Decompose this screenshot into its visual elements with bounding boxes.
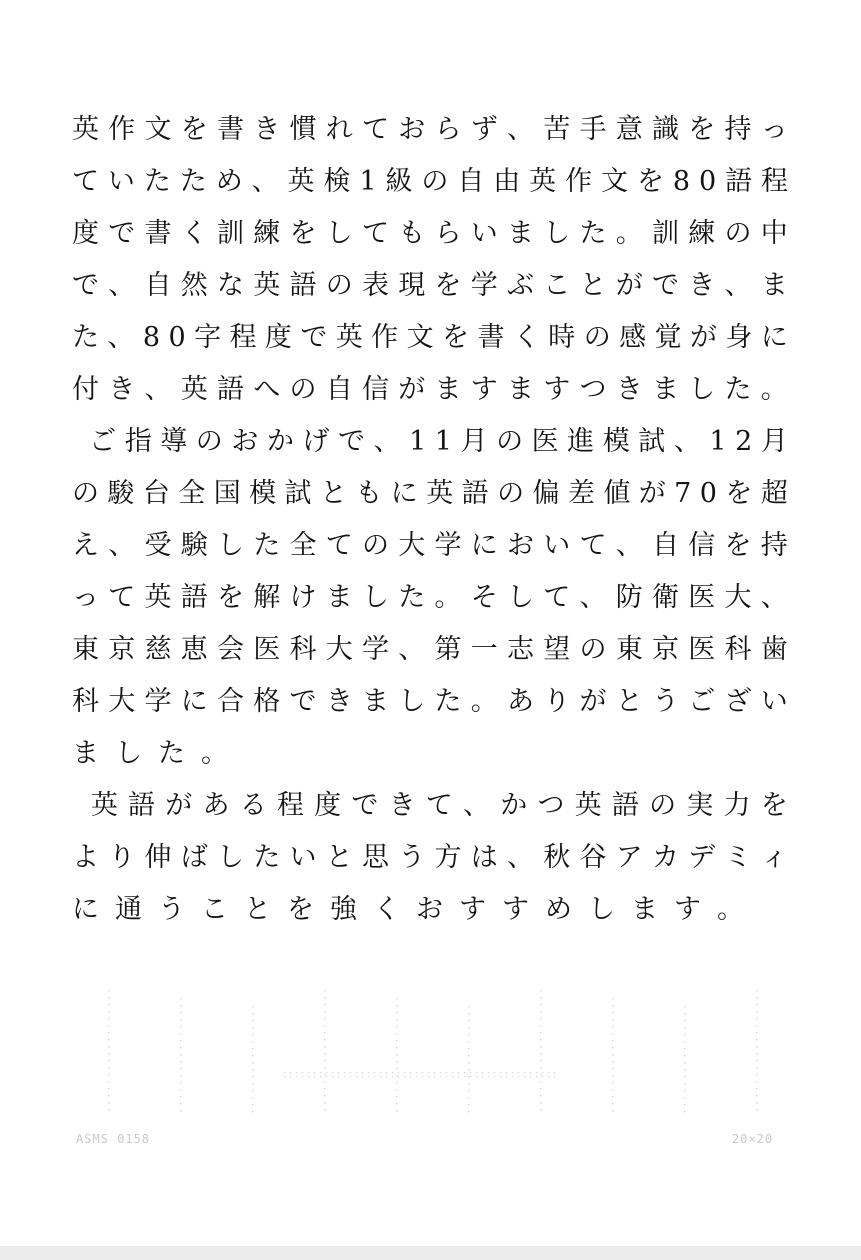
essay-line: よ り 伸 ば し た い と 思 う 方 は 、 秋 谷 ア カ デ ミ ィ — [72, 842, 788, 873]
scan-bottom-edge — [0, 1246, 861, 1260]
essay-line: ご 指 導 の お か げ で 、 1 1 月 の 医 進 模 試 、 1 2 月 — [89, 426, 788, 457]
grid-size-label: 20×20 — [732, 1132, 774, 1146]
sheet-code: ASMS 0158 — [76, 1132, 151, 1146]
essay-line: ま し た 。 — [72, 738, 228, 769]
essay-line: 英 語 が あ る 程 度 で き て 、 か つ 英 語 の 実 力 を — [90, 790, 788, 821]
essay-line: っ て 英 語 を 解 け ま し た 。 そ し て 、 防 衛 医 大 、 — [72, 582, 788, 613]
essay-text — [72, 104, 788, 936]
essay-line: の 駿 台 全 国 模 試 と も に 英 語 の 偏 差 値 が 7 0 を 超 — [72, 478, 788, 509]
essay-line: 英 作 文 を 書 き 慣 れ て お ら ず 、 苦 手 意 識 を 持 っ — [72, 114, 788, 145]
faint-grid-dots — [0, 940, 861, 1120]
essay-line: た 、 8 0 字 程 度 で 英 作 文 を 書 く 時 の 感 覚 が 身 に — [72, 322, 788, 353]
essay-line: 科 大 学 に 合 格 で き ま し た 。 あ り が と う ご ざ い — [72, 686, 788, 717]
essay-line: 付 き 、 英 語 へ の 自 信 が ま す ま す つ き ま し た 。 — [72, 374, 788, 405]
essay-line: 度 で 書 く 訓 練 を し て も ら い ま し た 。 訓 練 の 中 — [72, 218, 788, 249]
essay-line: て い た た め 、 英 検 1 級 の 自 由 英 作 文 を 8 0 語 程 — [72, 166, 788, 197]
essay-line: に 通 う こ と を 強 く お す す め し ま す 。 — [72, 894, 744, 925]
essay-line: で 、 自 然 な 英 語 の 表 現 を 学 ぶ こ と が で き 、 ま — [72, 270, 788, 301]
essay-line: 東 京 慈 恵 会 医 科 大 学 、 第 一 志 望 の 東 京 医 科 歯 — [72, 634, 788, 665]
essay-line: え 、 受 験 し た 全 て の 大 学 に お い て 、 自 信 を 持 — [72, 530, 788, 561]
